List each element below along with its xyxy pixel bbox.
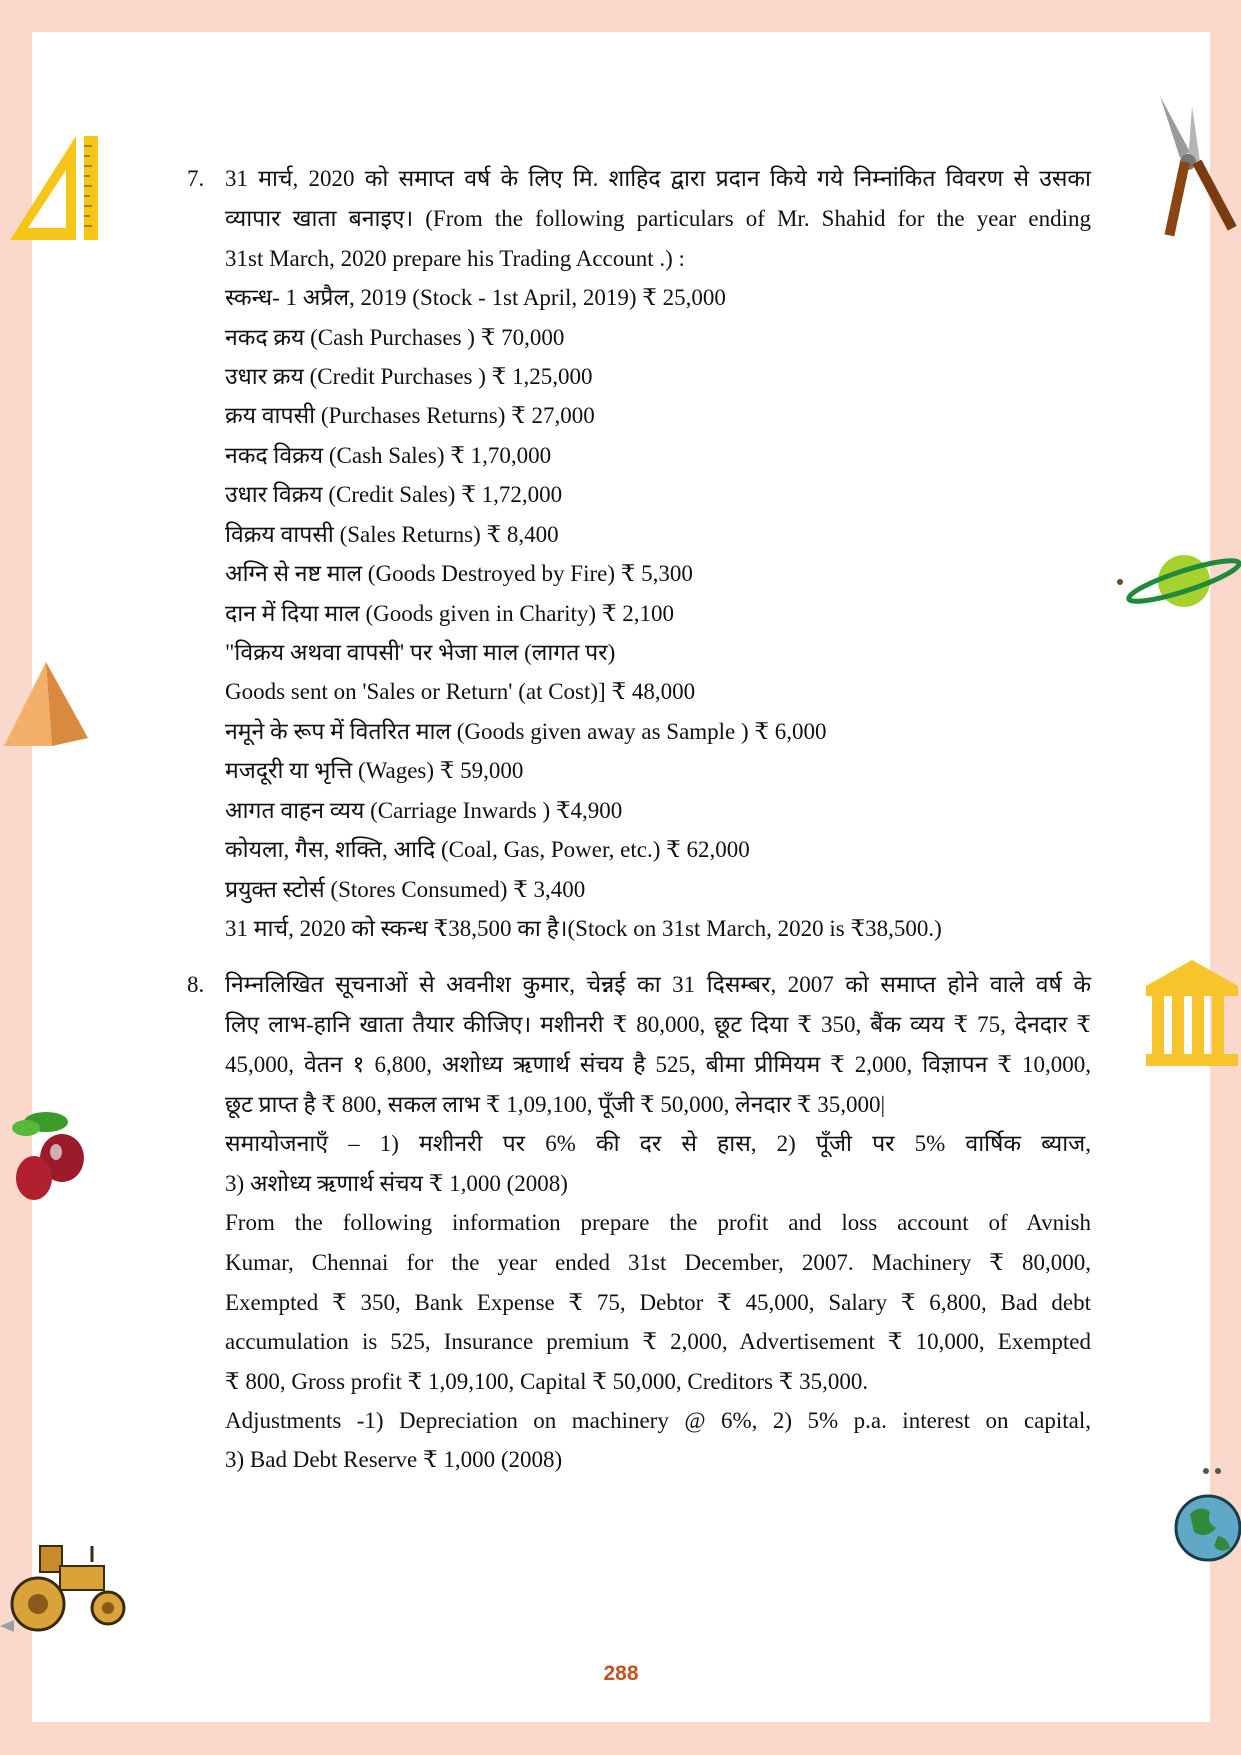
question-8-adjustments-hindi: समायोजनाएँ – 1) मशीनरी पर 6% की दर से हास, 2) पूँजी पर 5% वार्षिक ब्याज,	[225, 1131, 1091, 1156]
page-number: 288	[603, 1662, 639, 1685]
question-8-english-line: ₹ 800, Gross profit ₹ 1,09,100, Capital ₹ 50,000, Creditors ₹ 35,000.	[225, 1369, 869, 1394]
pyramid-icon	[2, 660, 90, 748]
q7-item-opening-stock: स्कन्ध- 1 अप्रैल, 2019 (Stock - 1st April, 2019) ₹ 25,000	[225, 285, 726, 310]
question-8-english-line: From the following information prepare the profit and loss account of Avnish	[225, 1210, 1091, 1235]
question-7-intro-line: 31st March, 2020 prepare his Trading Account .) :	[225, 246, 685, 271]
q7-item-credit-purchases: उधार क्रय (Credit Purchases ) ₹ 1,25,000	[225, 364, 593, 389]
question-7-intro-line: व्यापार खाता बनाइए। (From the following particulars of Mr. Shahid for the year ending	[225, 206, 1091, 231]
q7-item-carriage-inwards: आगत वाहन व्यय (Carriage Inwards ) ₹4,900	[225, 798, 623, 823]
set-square-icon	[6, 132, 102, 244]
question-8-adjustments-hindi: 3) अशोध्य ऋणार्थ संचय ₹ 1,000 (2008)	[225, 1171, 568, 1196]
textbook-page	[32, 32, 1210, 1722]
q7-item-sale-or-return-hindi: "विक्रय अथवा वापसी' पर भेजा माल (लागत पर)	[225, 640, 616, 665]
planet-icon	[1114, 546, 1241, 616]
q7-item-cash-purchases: नकद क्रय (Cash Purchases ) ₹ 70,000	[225, 325, 565, 350]
question-8-hindi-line: छूट प्राप्त है ₹ 800, सकल लाभ ₹ 1,09,100, पूँजी ₹ 50,000, लेनदार ₹ 35,000|	[225, 1092, 886, 1117]
question-7-intro-line: 31 मार्च, 2020 को समाप्त वर्ष के लिए मि. शाहिद द्वारा प्रदान किये गये निम्नांकित विवरण से उसका	[225, 166, 1091, 191]
q7-item-sales-returns: विक्रय वापसी (Sales Returns) ₹ 8,400	[225, 522, 559, 547]
q7-item-closing-stock: 31 मार्च, 2020 को स्कन्ध ₹38,500 का है।(Stock on 31st March, 2020 is ₹38,500.)	[225, 916, 942, 941]
q7-item-stores-consumed: प्रयुक्त स्टोर्स (Stores Consumed) ₹ 3,400	[225, 877, 586, 902]
question-8-number: 8.	[187, 972, 205, 997]
pillar-building-icon	[1144, 956, 1241, 1068]
question-8-adjustments-english: 3) Bad Debt Reserve ₹ 1,000 (2008)	[225, 1447, 563, 1472]
question-8-hindi-line: लिए लाभ-हानि खाता तैयार कीजिए। मशीनरी ₹ 80,000, छूट दिया ₹ 350, बैंक व्यय ₹ 75, देनदार ₹	[225, 1012, 1091, 1037]
q7-item-charity-goods: दान में दिया माल (Goods given in Charity) ₹ 2,100	[225, 601, 674, 626]
q7-item-cash-sales: नकद विक्रय (Cash Sales) ₹ 1,70,000	[225, 443, 552, 468]
question-8-english-line: accumulation is 525, Insurance premium ₹ 2,000, Advertisement ₹ 10,000, Exempted	[225, 1329, 1091, 1354]
cherries-icon	[6, 1106, 90, 1206]
q7-item-purchase-returns: क्रय वापसी (Purchases Returns) ₹ 27,000	[225, 403, 595, 428]
globe-icon	[1166, 1466, 1241, 1566]
question-8-adjustments-english: Adjustments -1) Depreciation on machinery @ 6%, 2) 5% p.a. interest on capital,	[225, 1408, 1091, 1433]
q7-item-coal-gas-power: कोयला, गैस, शक्ति, आदि (Coal, Gas, Power, etc.) ₹ 62,000	[225, 837, 750, 862]
q7-item-sale-or-return: Goods sent on 'Sales or Return' (at Cost)] ₹ 48,000	[225, 679, 696, 704]
q7-item-wages: मजदूरी या भृत्ति (Wages) ₹ 59,000	[225, 758, 524, 783]
question-8-hindi-line: 45,000, वेतन १ 6,800, अशोध्य ऋणार्थ संचय है 525, बीमा प्रीमियम ₹ 2,000, विज्ञापन ₹ 10,000,	[225, 1052, 1091, 1077]
question-8-english-line: Kumar, Chennai for the year ended 31st December, 2007. Machinery ₹ 80,000,	[225, 1250, 1091, 1275]
question-8-hindi-line: निम्नलिखित सूचनाओं से अवनीश कुमार, चेन्नई का 31 दिसम्बर, 2007 को समाप्त होने वाले वर्ष के	[225, 972, 1091, 997]
page-content	[32, 32, 1210, 1722]
question-7-number: 7.	[187, 166, 205, 191]
q7-item-credit-sales: उधार विक्रय (Credit Sales) ₹ 1,72,000	[225, 482, 563, 507]
q7-item-goods-destroyed: अग्नि से नष्ट माल (Goods Destroyed by Fire) ₹ 5,300	[225, 561, 693, 586]
q7-item-samples: नमूने के रूप में वितरित माल (Goods given away as Sample ) ₹ 6,000	[225, 719, 827, 744]
pruning-shears-icon	[1152, 92, 1240, 242]
tractor-icon	[0, 1526, 130, 1636]
question-8-english-line: Exempted ₹ 350, Bank Expense ₹ 75, Debtor ₹ 45,000, Salary ₹ 6,800, Bad debt	[225, 1290, 1091, 1315]
